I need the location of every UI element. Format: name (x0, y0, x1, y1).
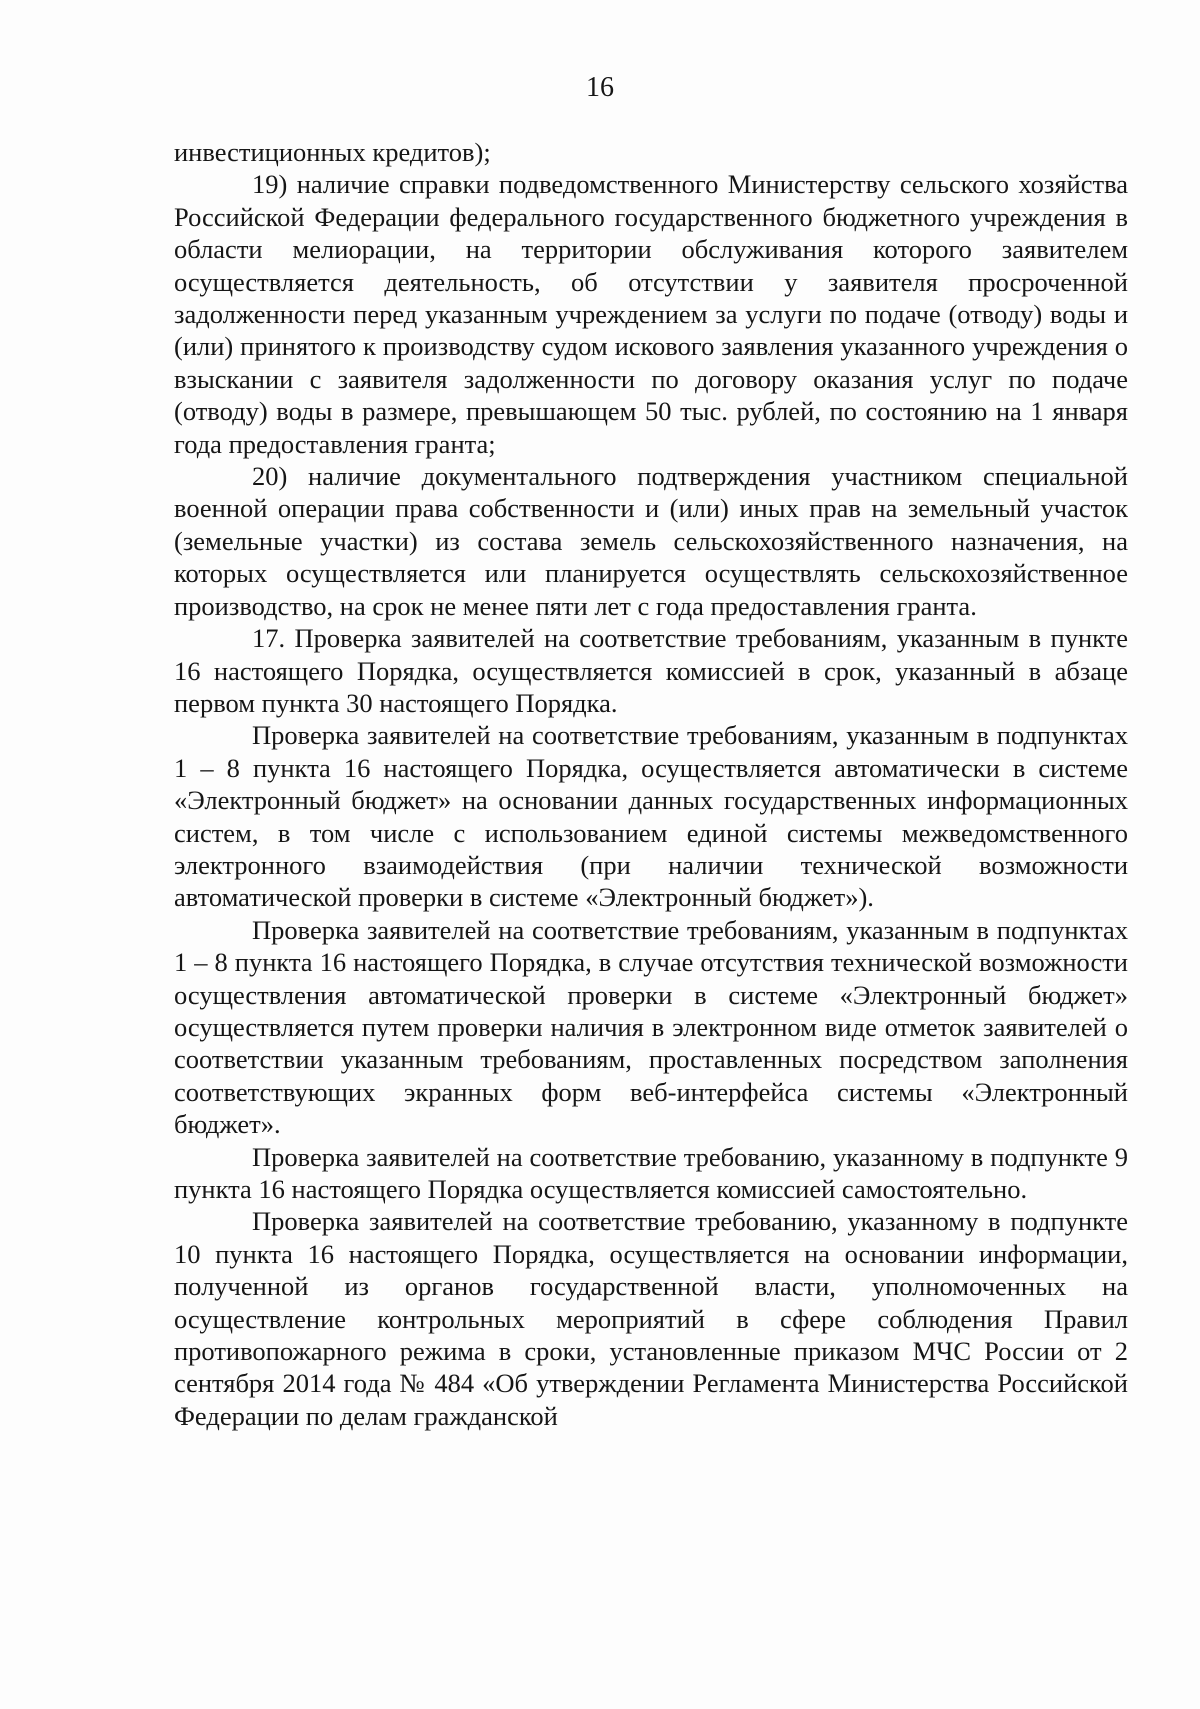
paragraph-item-20: 20) наличие документального подтверждения участником специальной военной операции права собственности и (или) иных прав на земельный участок (земельные участки) из состава земель сельскохозяйственного назначения, на которых осуществляется или планируется осуществлять сельскохозяйственное производство, на срок не менее пяти лет с года предоставления гранта. (174, 461, 1128, 621)
paragraph-continuation: инвестиционных кредитов); (174, 137, 491, 167)
paragraph-check-automatic: Проверка заявителей на соответствие требованиям, указанным в подпунктах 1 – 8 пункта 16 настоящего Порядка, осуществляется автоматически в системе «Электронный бюджет» на основании данных государственных информационных систем, в том числе с использованием единой системы межведомственного электронного взаимодействия (при наличии технической возможности автоматической проверки в системе «Электронный бюджет»). (174, 720, 1128, 913)
paragraph-item-19: 19) наличие справки подведомственного Министерству сельского хозяйства Российской Федерации федерального государственного бюджетного учреждения в области мелиорации, на территории обслуживания которого заявителем осуществляется деятельность, об отсутствии у заявителя просроченной задолженности перед указанным учреждением за услуги по подаче (отводу) воды и (или) принятого к производству судом искового заявления указанного учреждения о взыскании с заявителя задолженности по договору оказания услуг по подаче (отводу) воды в размере, превышающем 50 тыс. рублей, по состоянию на 1 января года предоставления гранта; (174, 169, 1128, 459)
paragraph-check-manual: Проверка заявителей на соответствие требованиям, указанным в подпунктах 1 – 8 пункта 16 настоящего Порядка, в случае отсутствия технической возможности осуществления автоматической проверки в системе «Электронный бюджет» осуществляется путем проверки наличия в электронном виде отметок заявителей о соответствии указанным требованиям, проставленных посредством заполнения соответствующих экранных форм веб-интерфейса системы «Электронный бюджет». (174, 914, 1128, 1140)
paragraph-check-item-9: Проверка заявителей на соответствие требованию, указанному в подпункте 9 пункта 16 настоящего Порядка осуществляется комиссией самостоятельно. (174, 1141, 1128, 1204)
paragraph-clause-17: 17. Проверка заявителей на соответствие требованиям, указанным в пункте 16 настоящего Порядка, осуществляется комиссией в срок, указанный в абзаце первом пункта 30 настоящего Порядка. (174, 623, 1128, 718)
page-number: 16 (586, 72, 614, 103)
paragraph-check-item-10: Проверка заявителей на соответствие требованию, указанному в подпункте 10 пункта 16 настоящего Порядка, осуществляется на основании информации, полученной из органов государственной власти, уполномоченных на осуществление контрольных мероприятий в сфере соблюдения Правил противопожарного режима в сроки, установленные приказом МЧС России от 2 сентября 2014 года № 484 «Об утверждении Регламента Министерства Российской Федерации по делам гражданской (174, 1206, 1128, 1431)
document-body (174, 136, 1128, 1432)
